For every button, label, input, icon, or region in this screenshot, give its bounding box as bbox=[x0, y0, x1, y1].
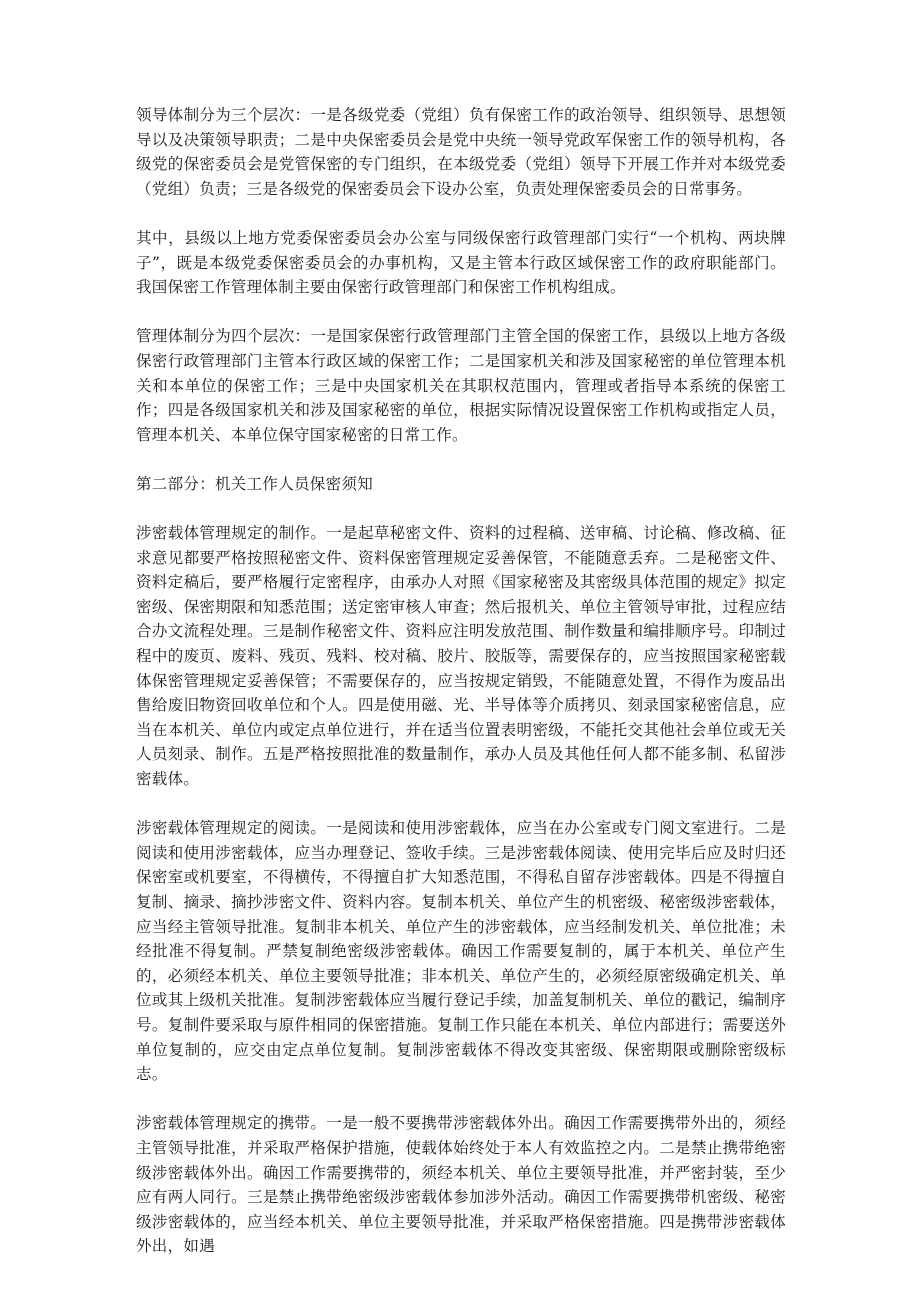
section-heading: 第二部分：机关工作人员保密须知 bbox=[136, 474, 374, 493]
paragraph-leadership-system: 领导体制分为三个层次：一是各级党委（党组）负有保密工作的政治领导、组织领导、思想领导以及决策领导职责；二是中央保密委员会是党中央统一领导党政军保密工作的领导机构，各级党的保密委员会是党管保密的专门组织，在本级党委（党组）领导下开展工作并对本级党委（党组）负责；三是各级党的保密委员会下设办公室，负责处理保密委员会的日常事务。 bbox=[136, 106, 786, 198]
paragraph-carrying: 涉密载体管理规定的携带。一是一般不要携带涉密载体外出。确因工作需要携带外出的，须经主管领导批准，并采取严格保护措施，使载体始终处于本人有效监控之内。二是禁止携带绝密级涉密载体外出。确因工作需要携带的，须经本机关、单位主要领导批准，并严密封装，至少应有两人同行。三是禁止携带绝密级涉密载体参加涉外活动。确因工作需要携带机密级、秘密级涉密载体的，应当经本机关、单位主要领导批准，并采取严格保密措施。四是携带涉密载体外出，如遇 bbox=[136, 1114, 786, 1256]
paragraph-production: 涉密载体管理规定的制作。一是起草秘密文件、资料的过程稿、送审稿、讨论稿、修改稿、征求意见都要严格按照秘密文件、资料保密管理规定妥善保管，不能随意丢弃。二是秘密文件、资料定稿后，要严格履行定密程序，由承办人对照《国家秘密及其密级具体范围的规定》拟定密级、保密期限和知悉范围；送定密审核人审查；然后报机关、单位主管领导审批，过程应结合办文流程处理。三是制作秘密文件、资料应注明发放范围、制作数量和编排顺序号。印制过程中的废页、废料、残页、残料、校对稿、胶片、胶版等，需要保存的，应当按照国家秘密载体保密管理规定妥善保管；不需要保存的，应当按规定销毁，不能随意处置，不得作为废品出售给废旧物资回收单位和个人。四是使用磁、光、半导体等介质拷贝、刻录国家秘密信息，应当在本机关、单位内或定点单位进行，并在适当位置表明密级，不能托交其他社会单位或无关人员刻录、制作。五是严格按照批准的数量制作，承办人员及其他任何人都不能多制、私留涉密载体。 bbox=[136, 524, 786, 789]
paragraph-reading: 涉密载体管理规定的阅读。一是阅读和使用涉密载体，应当在办公室或专门阅文室进行。二是阅读和使用涉密载体，应当办理登记、签收手续。三是涉密载体阅读、使用完毕后应及时归还保密室或机要室，不得横传，不得擅自扩大知悉范围，不得私自留存涉密载体。四是不得擅自复制、摘录、摘抄涉密文件、资料内容。复制本机关、单位产生的机密级、秘密级涉密载体，应当经主管领导批准。复制非本机关、单位产生的涉密载体，应当经制发机关、单位批准；未经批准不得复制。严禁复制绝密级涉密载体。确因工作需要复制的，属于本机关、单位产生的，必须经本机关、单位主要领导批准；非本机关、单位产生的，必须经原密级确定机关、单位或其上级机关批准。复制涉密载体应当履行登记手续，加盖复制机关、单位的戳记，编制序号。复制件要采取与原件相同的保密措施。复制工作只能在本机关、单位内部进行；需要送外单位复制的，应交由定点单位复制。复制涉密载体不得改变其密级、保密期限或删除密级标志。 bbox=[136, 819, 786, 1084]
paragraph-office-structure: 其中，县级以上地方党委保密委员会办公室与同级保密行政管理部门实行“一个机构、两块牌子”，既是本级党委保密委员会的办事机构，又是主管本行政区域保密工作的政府职能部门。我国保密工作管理体制主要由保密行政管理部门和保密工作机构组成。 bbox=[136, 228, 786, 297]
document-page bbox=[136, 103, 786, 1259]
paragraph-management-system: 管理体制分为四个层次：一是国家保密行政管理部门主管全国的保密工作，县级以上地方各级保密行政管理部门主管本行政区域的保密工作；二是国家机关和涉及国家秘密的单位管理本机关和本单位的保密工作；三是中央国家机关在其职权范围内，管理或者指导本系统的保密工作；四是各级国家机关和涉及国家秘密的单位，根据实际情况设置保密工作机构或指定人员，管理本机关、本单位保守国家秘密的日常工作。 bbox=[136, 327, 786, 444]
